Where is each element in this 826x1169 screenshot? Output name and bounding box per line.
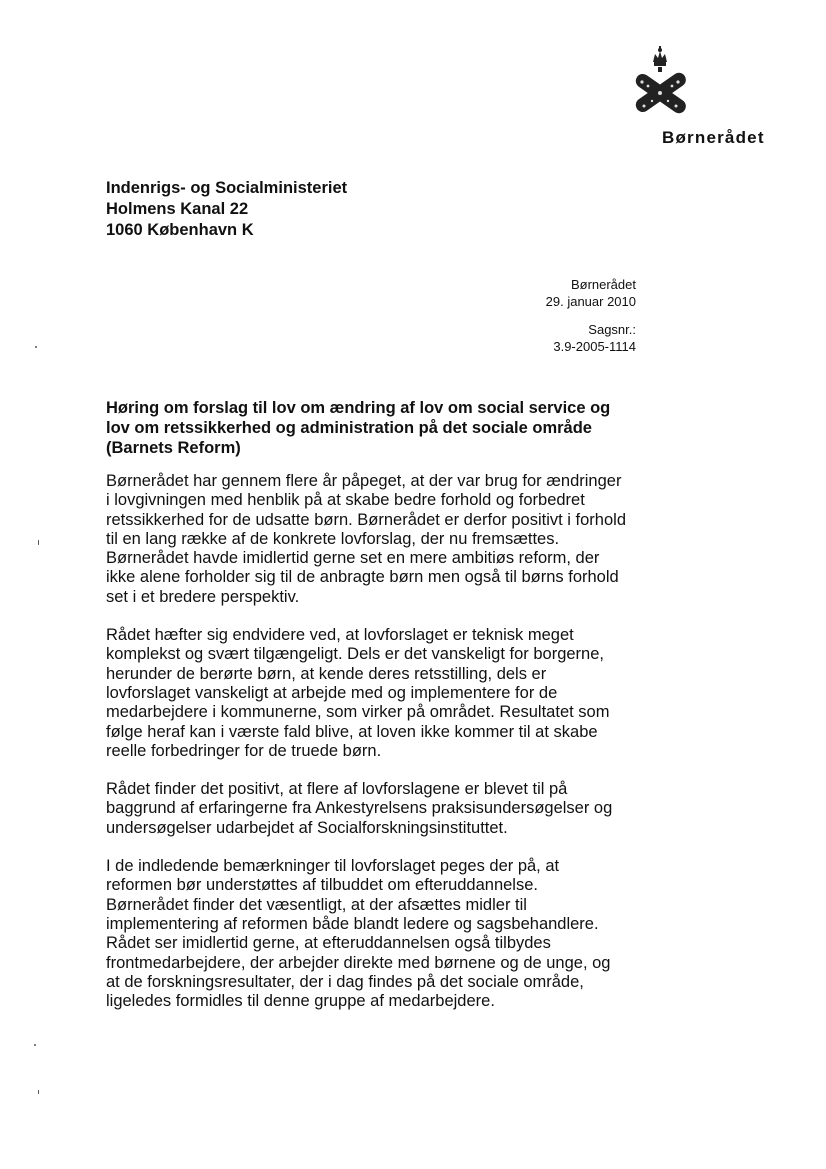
scan-speck — [38, 540, 39, 545]
paragraph-line: I de indledende bemærkninger til lovforslaget peges der på, at — [106, 857, 560, 876]
paragraph-line: undersøgelser udarbejdet af Socialforskningsinstituttet. — [106, 818, 508, 837]
paragraph-line: følge heraf kan i værste fald blive, at loven ikke kommer til at skabe — [106, 722, 598, 741]
paragraph-line: Børnerådet finder det væsentligt, at der afsættes midler til — [106, 895, 527, 914]
paragraph-line: lovforslaget vanskeligt at arbejde med og implementere for de — [106, 683, 558, 702]
paragraph-line: frontmedarbejdere, der arbejder direkte med børnene og de unge, og — [106, 953, 611, 972]
subject-line: Høring om forslag til lov om ændring af lov om social service og — [106, 399, 611, 417]
letter-meta — [546, 276, 636, 355]
scan-speck — [38, 1090, 39, 1094]
paragraph-line: Rådet ser imidlertid gerne, at efteruddannelsen også tilbydes — [106, 934, 551, 953]
paragraph-line: reelle forbedringer for de truede børn. — [106, 741, 382, 760]
recipient-address — [106, 178, 347, 241]
paragraph-line: baggrund af erfaringerne fra Ankestyrelsens praksisundersøgelser og — [106, 799, 613, 818]
paragraph-line: medarbejdere i kommunerne, som virker på området. Resultatet som — [106, 703, 610, 722]
paragraph-line: Børnerådet har gennem flere år påpeget, at der var brug for ændringer — [106, 472, 622, 490]
case-number: 3.9-2005-1114 — [553, 339, 636, 354]
letter-subject — [106, 398, 666, 458]
paragraph-line: Rådet hæfter sig endvidere ved, at lovforslaget er teknisk meget — [106, 626, 574, 645]
letter-date: 29. januar 2010 — [545, 294, 636, 309]
letter-body — [106, 472, 666, 1030]
subject-line: lov om retssikkerhed og administration på det sociale område — [106, 419, 592, 437]
sender-name: Børnerådet — [570, 277, 636, 292]
borneraadet-logo — [630, 46, 690, 120]
paragraph-line: set i et bredere perspektiv. — [106, 587, 300, 606]
paragraph-line: ikke alene forholder sig til de anbragte børn men også til børns forhold — [106, 568, 619, 587]
body-paragraph — [106, 626, 666, 761]
crown-crossed-batons-emblem-icon — [630, 46, 690, 120]
paragraph-line: i lovgivningen med henblik på at skabe bedre forhold og forbedret — [106, 491, 585, 510]
scan-speck — [35, 346, 37, 348]
paragraph-line: implementering af reformen både blandt ledere og sagsbehandlere. — [106, 914, 599, 933]
recipient-line: Holmens Kanal 22 — [106, 200, 249, 218]
paragraph-line: til en lang række af de konkrete lovforslag, der nu fremsættes. — [106, 529, 560, 548]
paragraph-line: at de forskningsresultater, der i dag findes på det sociale område, — [106, 972, 584, 991]
paragraph-line: Børnerådet havde imidlertid gerne set en mere ambitiøs reform, der — [106, 549, 600, 568]
case-number-label: Sagsnr.: — [588, 322, 636, 337]
body-paragraph — [106, 780, 666, 838]
recipient-line: 1060 København K — [106, 221, 254, 239]
paragraph-line: retssikkerhed for de udsatte børn. Børnerådet er derfor positivt i forhold — [106, 510, 626, 529]
paragraph-line: ligeledes formidles til denne gruppe af medarbejdere. — [106, 992, 495, 1011]
subject-line: (Barnets Reform) — [106, 439, 241, 457]
paragraph-line: komplekst og svært tilgængeligt. Dels er det vanskeligt for borgerne, — [106, 645, 604, 664]
paragraph-line: reformen bør understøttes af tilbuddet om efteruddannelse. — [106, 876, 538, 895]
scan-speck — [34, 1044, 36, 1046]
body-paragraph — [106, 857, 666, 1011]
paragraph-line: herunder de berørte børn, at kende deres retsstilling, dels er — [106, 664, 547, 683]
paragraph-line: Rådet finder det positivt, at flere af lovforslagene er blevet til på — [106, 780, 568, 799]
organization-name: Børnerådet — [662, 128, 765, 147]
recipient-line: Indenrigs- og Socialministeriet — [106, 179, 348, 197]
body-paragraph — [106, 472, 666, 607]
